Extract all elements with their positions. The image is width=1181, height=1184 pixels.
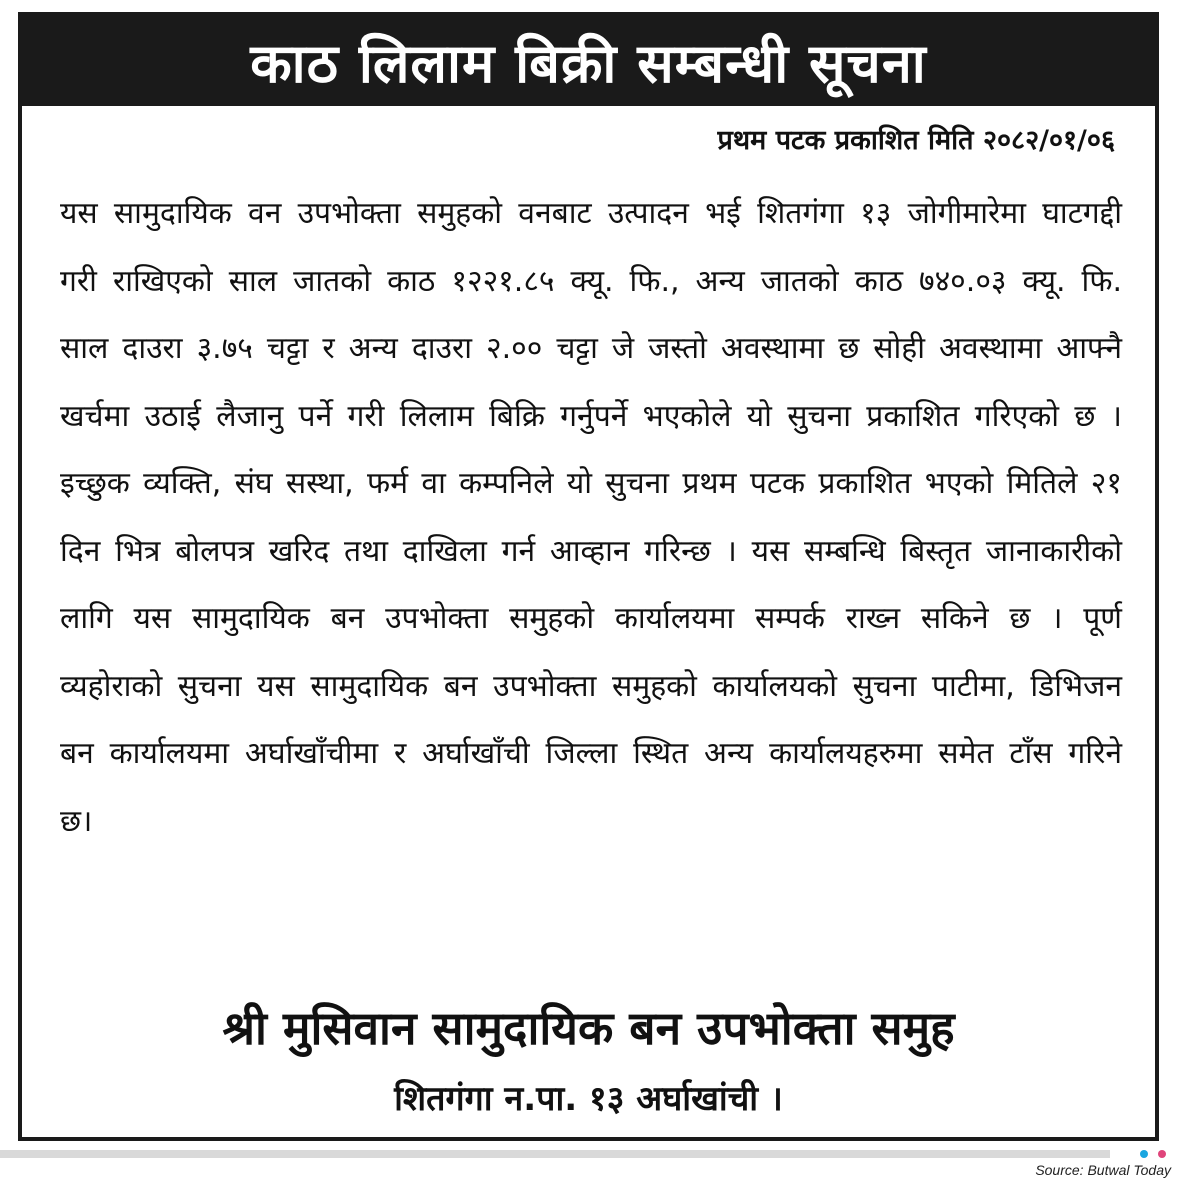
pink-dot-icon bbox=[1158, 1150, 1166, 1158]
notice-frame bbox=[18, 12, 1159, 1141]
notice-title: काठ लिलाम बिक्री सम्बन्धी सूचना bbox=[250, 32, 927, 95]
footer-divider bbox=[0, 1150, 1110, 1158]
source-credit: Source: Butwal Today bbox=[1035, 1162, 1171, 1178]
organization-address: शितगंगा न.पा. १३ अर्घाखांची । bbox=[394, 1079, 783, 1119]
notice-body: यस सामुदायिक वन उपभोक्ता समुहको वनबाट उत्पादन भई शितगंगा १३ जोगीमारेमा घाटगद्दी गरी राखिएको साल जातको काठ १२२१.८५ क्यू. फि., अन्य जातको काठ ७४०.०३ क्यू. फि. साल दाउरा ३.७५ चट्टा र अन्य दाउरा २.०० चट्टा जे जस्तो अवस्थामा छ सोही अवस्थामा आफ्नै खर्चमा उठाई लैजानु पर्ने गरी लिलाम बिक्रि गर्नुपर्ने भएकोले यो सुचना प्रकाशित गरिएको छ । इच्छुक व्यक्ति, संघ सस्था, फर्म वा कम्पनिले यो सुचना प्रथम पटक प्रकाशित भएको मितिले २१ दिन भित्र बोलपत्र खरिद तथा दाखिला गर्न आव्हान गरिन्छ । यस सम्बन्धि बिस्तृत जानाकारीको लागि यस सामुदायिक बन उपभोक्ता समुहको कार्यालयमा सम्पर्क राख्न सकिने छ । पूर्ण व्यहोराको सुचना यस सामुदायिक बन उपभोक्ता समुहको कार्यालयको सुचना पाटीमा, डिभिजन बन कार्यालयमा अर्घाखाँचीमा र अर्घाखाँची जिल्ला स्थित अन्य कार्यालयहरुमा समेत टाँस गरिने छ। bbox=[60, 196, 1122, 839]
title-bar bbox=[22, 16, 1155, 106]
publication-date: प्रथम पटक प्रकाशित मिति २०८२/०१/०६ bbox=[717, 125, 1115, 156]
organization-name: श्री मुसिवान सामुदायिक बन उपभोक्ता समुह bbox=[222, 1001, 955, 1055]
blue-dot-icon bbox=[1140, 1150, 1148, 1158]
